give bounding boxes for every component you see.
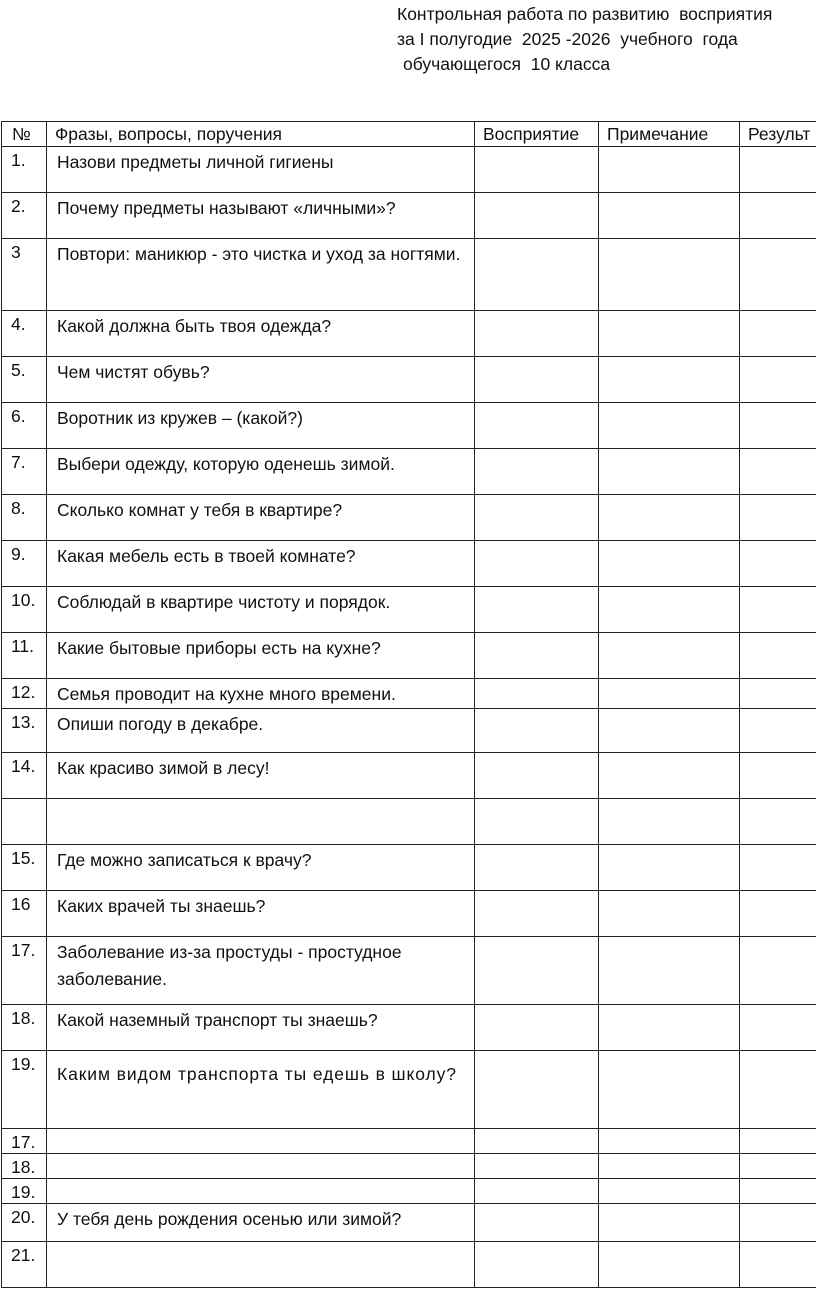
question-text: Где можно записаться к врачу? <box>57 850 312 870</box>
question-text <box>47 1154 474 1156</box>
question-text <box>47 1179 474 1181</box>
row-number: 20. <box>11 1207 36 1227</box>
note-cell <box>599 1129 740 1154</box>
row-number-cell <box>2 1129 47 1154</box>
perception-cell <box>475 709 599 753</box>
row-number: 8. <box>11 498 26 518</box>
question-cell <box>47 799 475 845</box>
note-cell <box>599 937 740 1005</box>
row-number-cell <box>2 937 47 1005</box>
title-line-1: Контрольная работа по развитию восприятия <box>397 4 773 24</box>
question-cell <box>47 587 475 633</box>
perception-cell <box>475 1242 599 1288</box>
note-cell <box>599 709 740 753</box>
table-row <box>2 541 816 587</box>
row-number: 7. <box>11 452 26 472</box>
column-header-note: Примечание <box>599 122 740 147</box>
perception-cell <box>475 449 599 495</box>
question-cell <box>47 937 475 1005</box>
row-number: 15. <box>11 848 36 868</box>
row-number-cell <box>2 357 47 403</box>
result-cell <box>740 311 816 357</box>
table-row <box>2 403 816 449</box>
table-row <box>2 239 816 311</box>
perception-cell <box>475 937 599 1005</box>
question-cell <box>47 357 475 403</box>
row-number: 18. <box>11 1008 36 1028</box>
perception-cell <box>475 1051 599 1129</box>
table-row <box>2 845 816 891</box>
row-number-cell <box>2 587 47 633</box>
perception-cell <box>475 799 599 845</box>
result-cell <box>740 891 816 937</box>
note-cell <box>599 799 740 845</box>
result-cell <box>740 357 816 403</box>
row-number-cell <box>2 541 47 587</box>
table-row <box>2 937 816 1005</box>
result-cell <box>740 403 816 449</box>
row-number-cell <box>2 709 47 753</box>
row-number: 19. <box>11 1054 36 1074</box>
note-cell <box>599 891 740 937</box>
perception-cell <box>475 753 599 799</box>
row-number-cell <box>2 753 47 799</box>
note-cell <box>599 311 740 357</box>
result-cell <box>740 633 816 679</box>
result-cell <box>740 845 816 891</box>
note-cell <box>599 587 740 633</box>
note-cell <box>599 1154 740 1179</box>
assessment-table <box>1 121 816 1288</box>
perception-cell <box>475 845 599 891</box>
perception-cell <box>475 495 599 541</box>
table-row <box>2 1005 816 1051</box>
note-cell <box>599 541 740 587</box>
row-number-cell <box>2 311 47 357</box>
row-number-cell <box>2 845 47 891</box>
question-text: Семья проводит на кухне много времени. <box>57 684 396 704</box>
perception-cell <box>475 541 599 587</box>
table-row <box>2 1179 816 1204</box>
result-cell <box>740 449 816 495</box>
row-number-cell <box>2 495 47 541</box>
row-number-cell <box>2 403 47 449</box>
table-row <box>2 1204 816 1242</box>
note-cell <box>599 193 740 239</box>
column-header-result: Результ <box>740 122 816 147</box>
column-header-phrases: Фразы, вопросы, поручения <box>47 122 475 147</box>
row-number-cell <box>2 449 47 495</box>
note-cell <box>599 449 740 495</box>
question-cell <box>47 753 475 799</box>
result-cell <box>740 753 816 799</box>
result-cell <box>740 541 816 587</box>
row-number: 13. <box>11 712 36 732</box>
question-cell <box>47 495 475 541</box>
result-cell <box>740 239 816 311</box>
row-number-cell <box>2 1204 47 1242</box>
question-cell <box>47 633 475 679</box>
perception-cell <box>475 239 599 311</box>
note-cell <box>599 357 740 403</box>
title-line-2: за I полугодие 2025 -2026 учебного года <box>397 29 738 49</box>
row-number-cell <box>2 1179 47 1204</box>
table-row <box>2 709 816 753</box>
note-cell <box>599 1005 740 1051</box>
table-row <box>2 1051 816 1129</box>
perception-cell <box>475 1154 599 1179</box>
row-number: 21. <box>11 1245 36 1265</box>
question-text: Какая мебель есть в твоей комнате? <box>57 546 356 566</box>
row-number-cell <box>2 799 47 845</box>
question-text <box>47 1242 474 1244</box>
question-text: Каким видом транспорта ты едешь в школу? <box>57 1064 457 1084</box>
result-cell <box>740 1005 816 1051</box>
note-cell <box>599 403 740 449</box>
row-number: 6. <box>11 406 26 426</box>
question-text: Какие бытовые приборы есть на кухне? <box>57 638 381 658</box>
question-text: У тебя день рождения осенью или зимой? <box>57 1209 402 1229</box>
row-number: 5. <box>11 360 26 380</box>
result-cell <box>740 193 816 239</box>
note-cell <box>599 679 740 709</box>
perception-cell <box>475 1179 599 1204</box>
question-text <box>47 1129 474 1131</box>
table-row <box>2 679 816 709</box>
question-cell <box>47 1005 475 1051</box>
table-row <box>2 753 816 799</box>
column-header-number: № <box>2 122 47 147</box>
question-cell <box>47 1204 475 1242</box>
column-header-perception: Восприятие <box>475 122 599 147</box>
result-cell <box>740 679 816 709</box>
note-cell <box>599 845 740 891</box>
question-text <box>47 799 474 801</box>
table-row <box>2 799 816 845</box>
note-cell <box>599 1179 740 1204</box>
table-row <box>2 587 816 633</box>
question-cell <box>47 193 475 239</box>
question-text: Чем чистят обувь? <box>57 362 210 382</box>
perception-cell <box>475 1129 599 1154</box>
question-text: Соблюдай в квартире чистоту и порядок. <box>57 592 391 612</box>
row-number: 11. <box>11 636 35 656</box>
table-row <box>2 891 816 937</box>
question-cell <box>47 1242 475 1288</box>
row-number-cell <box>2 239 47 311</box>
title-line-3: обучающегося 10 класса <box>403 54 611 74</box>
row-number: 17. <box>11 1132 36 1152</box>
table-row <box>2 1242 816 1288</box>
question-cell <box>47 1179 475 1204</box>
table-row <box>2 147 816 193</box>
table-header-row <box>2 122 816 147</box>
row-number-cell <box>2 1005 47 1051</box>
note-cell <box>599 633 740 679</box>
question-cell <box>47 709 475 753</box>
row-number-cell <box>2 633 47 679</box>
result-cell <box>740 709 816 753</box>
row-number: 3 <box>11 242 21 262</box>
perception-cell <box>475 357 599 403</box>
question-text: Воротник из кружев – (какой?) <box>57 408 303 428</box>
result-cell <box>740 1242 816 1288</box>
table-row <box>2 633 816 679</box>
perception-cell <box>475 1005 599 1051</box>
table-row <box>2 1129 816 1154</box>
row-number-cell <box>2 891 47 937</box>
note-cell <box>599 495 740 541</box>
result-cell <box>740 147 816 193</box>
result-cell <box>740 1051 816 1129</box>
question-text: Как красиво зимой в лесу! <box>57 758 270 778</box>
question-text: Назови предметы личной гигиены <box>57 152 334 172</box>
table-row <box>2 311 816 357</box>
table-row <box>2 193 816 239</box>
perception-cell <box>475 1204 599 1242</box>
question-text: Какой должна быть твоя одежда? <box>57 316 332 336</box>
result-cell <box>740 1179 816 1204</box>
result-cell <box>740 799 816 845</box>
result-cell <box>740 1204 816 1242</box>
question-cell <box>47 1154 475 1179</box>
perception-cell <box>475 403 599 449</box>
question-cell <box>47 449 475 495</box>
question-cell <box>47 403 475 449</box>
table-row <box>2 1154 816 1179</box>
table-row <box>2 495 816 541</box>
question-text: Сколько комнат у тебя в квартире? <box>57 500 343 520</box>
row-number: 14. <box>11 756 36 776</box>
question-cell <box>47 891 475 937</box>
note-cell <box>599 753 740 799</box>
question-text: Каких врачей ты знаешь? <box>57 896 266 916</box>
question-text: Выбери одежду, которую оденешь зимой. <box>57 454 395 474</box>
question-cell <box>47 541 475 587</box>
table-row <box>2 449 816 495</box>
question-text: Почему предметы называют «личными»? <box>57 198 396 218</box>
row-number: 4. <box>11 314 26 334</box>
row-number: 19. <box>11 1182 36 1202</box>
question-cell <box>47 679 475 709</box>
question-cell <box>47 147 475 193</box>
question-text: Заболевание из-за простуды - простудное заболевание. <box>57 942 402 989</box>
row-number: 12. <box>11 682 36 702</box>
perception-cell <box>475 891 599 937</box>
question-cell <box>47 239 475 311</box>
row-number: 10. <box>11 590 36 610</box>
question-cell <box>47 1051 475 1129</box>
question-cell <box>47 845 475 891</box>
note-cell <box>599 1242 740 1288</box>
result-cell <box>740 1129 816 1154</box>
question-text: Какой наземный транспорт ты знаешь? <box>57 1010 378 1030</box>
row-number-cell <box>2 1154 47 1179</box>
perception-cell <box>475 147 599 193</box>
result-cell <box>740 587 816 633</box>
result-cell <box>740 937 816 1005</box>
row-number-cell <box>2 1051 47 1129</box>
row-number: 1. <box>11 150 26 170</box>
result-cell <box>740 495 816 541</box>
row-number-cell <box>2 147 47 193</box>
perception-cell <box>475 193 599 239</box>
perception-cell <box>475 679 599 709</box>
row-number: 9. <box>11 544 26 564</box>
row-number: 17. <box>11 940 36 960</box>
row-number-cell <box>2 1242 47 1288</box>
note-cell <box>599 239 740 311</box>
row-number: 2. <box>11 196 26 216</box>
perception-cell <box>475 587 599 633</box>
row-number: 16 <box>11 894 31 914</box>
perception-cell <box>475 633 599 679</box>
table-row <box>2 357 816 403</box>
question-cell <box>47 1129 475 1154</box>
row-number: 18. <box>11 1157 36 1177</box>
question-text: Опиши погоду в декабре. <box>57 714 264 734</box>
result-cell <box>740 1154 816 1179</box>
row-number <box>2 799 46 801</box>
note-cell <box>599 1204 740 1242</box>
perception-cell <box>475 311 599 357</box>
row-number-cell <box>2 679 47 709</box>
note-cell <box>599 1051 740 1129</box>
question-cell <box>47 311 475 357</box>
row-number-cell <box>2 193 47 239</box>
note-cell <box>599 147 740 193</box>
document-title <box>397 2 772 77</box>
question-text: Повтори: маникюр - это чистка и уход за ногтями. <box>57 244 461 264</box>
